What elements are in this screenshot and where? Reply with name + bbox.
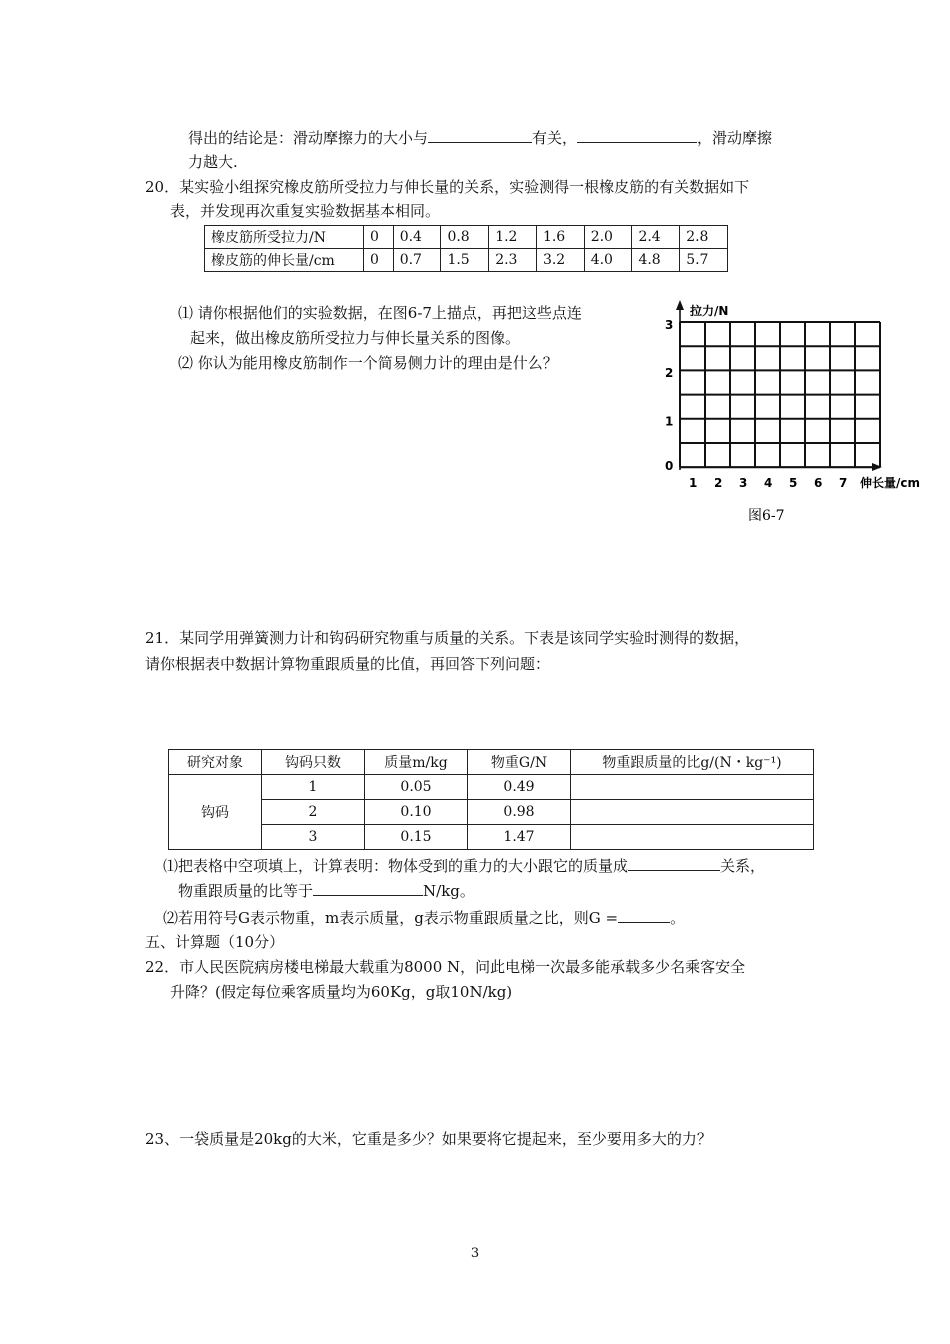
q21-mass-cell: 0.05 <box>365 775 468 800</box>
q21-header: 物重跟质量的比g/(N・kg⁻¹) <box>571 750 814 775</box>
q21-blank-relation[interactable] <box>628 856 720 871</box>
q20-cell: 4.0 <box>584 249 632 272</box>
q20-row-force-label: 橡皮筋所受拉力/N <box>205 226 364 249</box>
q20-cell: 1.2 <box>489 226 537 249</box>
q20-cell: 0.8 <box>441 226 489 249</box>
q21-header: 钩码只数 <box>262 750 365 775</box>
q21-header-row <box>169 750 814 775</box>
q20-row-extension <box>205 249 728 272</box>
x-tick-label: 3 <box>739 476 748 490</box>
x-tick-label: 1 <box>689 476 698 490</box>
q20-cell: 2.8 <box>680 226 728 249</box>
q21-line1: 21．某同学用弹簧测力计和钩码研究物重与质量的关系。下表是该同学实验时测得的数据， <box>145 629 750 647</box>
figure-6-7 <box>650 298 930 533</box>
x-tick-labels <box>689 476 847 490</box>
q21-header: 物重G/N <box>468 750 571 775</box>
y-axis-label: 拉力/N <box>690 304 729 318</box>
q20-cell: 2.0 <box>584 226 632 249</box>
q19-line1 <box>188 128 772 148</box>
q20-cell: 3.2 <box>536 249 584 272</box>
x-tick-label: 2 <box>714 476 723 490</box>
q21-count-cell: 1 <box>262 775 365 800</box>
q21-sub1-line2-a: 物重跟质量的比等于 <box>178 882 314 900</box>
q21-sub2 <box>163 908 685 928</box>
q21-count-cell: 2 <box>262 800 365 825</box>
q20-cell: 1.6 <box>536 226 584 249</box>
figure-caption: 图6-7 <box>748 508 785 524</box>
q20-cell: 0 <box>364 226 394 249</box>
grid-figure-svg <box>650 298 930 533</box>
grid <box>680 322 880 467</box>
table-row <box>169 775 814 800</box>
section-5-heading: 五、计算题（10分） <box>145 933 285 951</box>
y-axis-arrow-icon <box>676 300 684 310</box>
q23-text: 23、一袋质量是20kg的大米，它重是多少？如果要将它提起来，至少要用多大的力？ <box>145 1130 712 1148</box>
q20-sub1-line2: 起来，做出橡皮筋所受拉力与伸长量关系的图像。 <box>190 329 521 347</box>
table-row <box>169 825 814 850</box>
q20-row-extension-label: 橡皮筋的伸长量/cm <box>205 249 364 272</box>
q21-sub1-text-a: ⑴把表格中空项填上，计算表明：物体受到的重力的大小跟它的质量成 <box>163 857 629 875</box>
q20-cell: 0.4 <box>393 226 441 249</box>
q21-ratio-cell[interactable] <box>571 775 814 800</box>
q20-cell: 4.8 <box>632 249 680 272</box>
q21-line2: 请你根据表中数据计算物重跟质量的比值，再回答下列问题： <box>145 655 551 673</box>
q21-sub1-text-b: 关系， <box>720 857 766 875</box>
q21-weight-cell: 1.47 <box>468 825 571 850</box>
q21-count-cell: 3 <box>262 825 365 850</box>
q20-cell: 0.7 <box>393 249 441 272</box>
q20-cell: 5.7 <box>680 249 728 272</box>
q19-blank-1[interactable] <box>428 128 532 143</box>
q20-line2: 表，并发现再次重复实验数据基本相同。 <box>170 202 441 220</box>
y-tick-labels <box>665 318 673 473</box>
q21-ratio-cell[interactable] <box>571 825 814 850</box>
q22-line2: 升降？(假定每位乘客质量均为60Kg，g取10N/kg) <box>170 983 513 1001</box>
q21-weight-cell: 0.49 <box>468 775 571 800</box>
q19-text-c: ，滑动摩擦 <box>697 129 773 147</box>
q21-blank-formula[interactable] <box>618 908 670 923</box>
y-tick-label: 2 <box>665 366 674 381</box>
x-tick-label: 6 <box>814 476 823 490</box>
table-row <box>169 800 814 825</box>
q19-line2: 力越大. <box>188 153 238 171</box>
x-tick-label: 7 <box>839 476 848 490</box>
q21-sub1-line2-b: N/kg。 <box>423 882 475 900</box>
q22-line1: 22．市人民医院病房楼电梯最大载重为8000 N，问此电梯一次最多能承载多少名乘客安全 <box>145 958 746 976</box>
x-axis-label: 伸长量/cm <box>860 476 921 490</box>
q20-row-force <box>205 226 728 249</box>
q21-sub2-text-b: 。 <box>670 909 686 927</box>
q21-weight-cell: 0.98 <box>468 800 571 825</box>
q19-text-a: 得出的结论是：滑动摩擦力的大小与 <box>188 129 429 147</box>
q20-line1: 20．某实验小组探究橡皮筋所受拉力与伸长量的关系，实验测得一根橡皮筋的有关数据如下 <box>145 178 750 196</box>
x-tick-label: 4 <box>764 476 773 490</box>
q19-text-b: 有关， <box>532 129 578 147</box>
y-tick-label: 3 <box>665 317 674 332</box>
q21-sub1-line2 <box>178 881 475 901</box>
q20-table <box>204 225 728 272</box>
q21-sub2-text-a: ⑵若用符号G表示物重，m表示质量，g表示物重跟质量之比，则G = <box>163 909 619 927</box>
q20-cell: 0 <box>364 249 394 272</box>
y-tick-label: 0 <box>665 459 674 473</box>
y-tick-label: 1 <box>665 414 674 429</box>
q19-blank-2[interactable] <box>577 128 697 143</box>
q20-cell: 2.3 <box>489 249 537 272</box>
x-tick-label: 5 <box>789 476 798 490</box>
q20-sub2: ⑵ 你认为能用橡皮筋制作一个简易侧力计的理由是什么？ <box>178 354 558 372</box>
q20-cell: 1.5 <box>441 249 489 272</box>
q20-cell: 2.4 <box>632 226 680 249</box>
q21-blank-ratio[interactable] <box>313 881 423 896</box>
q21-mass-cell: 0.10 <box>365 800 468 825</box>
q21-object-cell: 钩码 <box>169 775 262 850</box>
q21-sub1-line1 <box>163 856 765 876</box>
q20-sub1-line1: ⑴ 请你根据他们的实验数据，在图6-7上描点，再把这些点连 <box>178 304 582 322</box>
q21-header: 质量m/kg <box>365 750 468 775</box>
q21-header: 研究对象 <box>169 750 262 775</box>
q21-ratio-cell[interactable] <box>571 800 814 825</box>
page-number: 3 <box>470 1246 480 1261</box>
q21-mass-cell: 0.15 <box>365 825 468 850</box>
q21-table <box>168 749 814 850</box>
